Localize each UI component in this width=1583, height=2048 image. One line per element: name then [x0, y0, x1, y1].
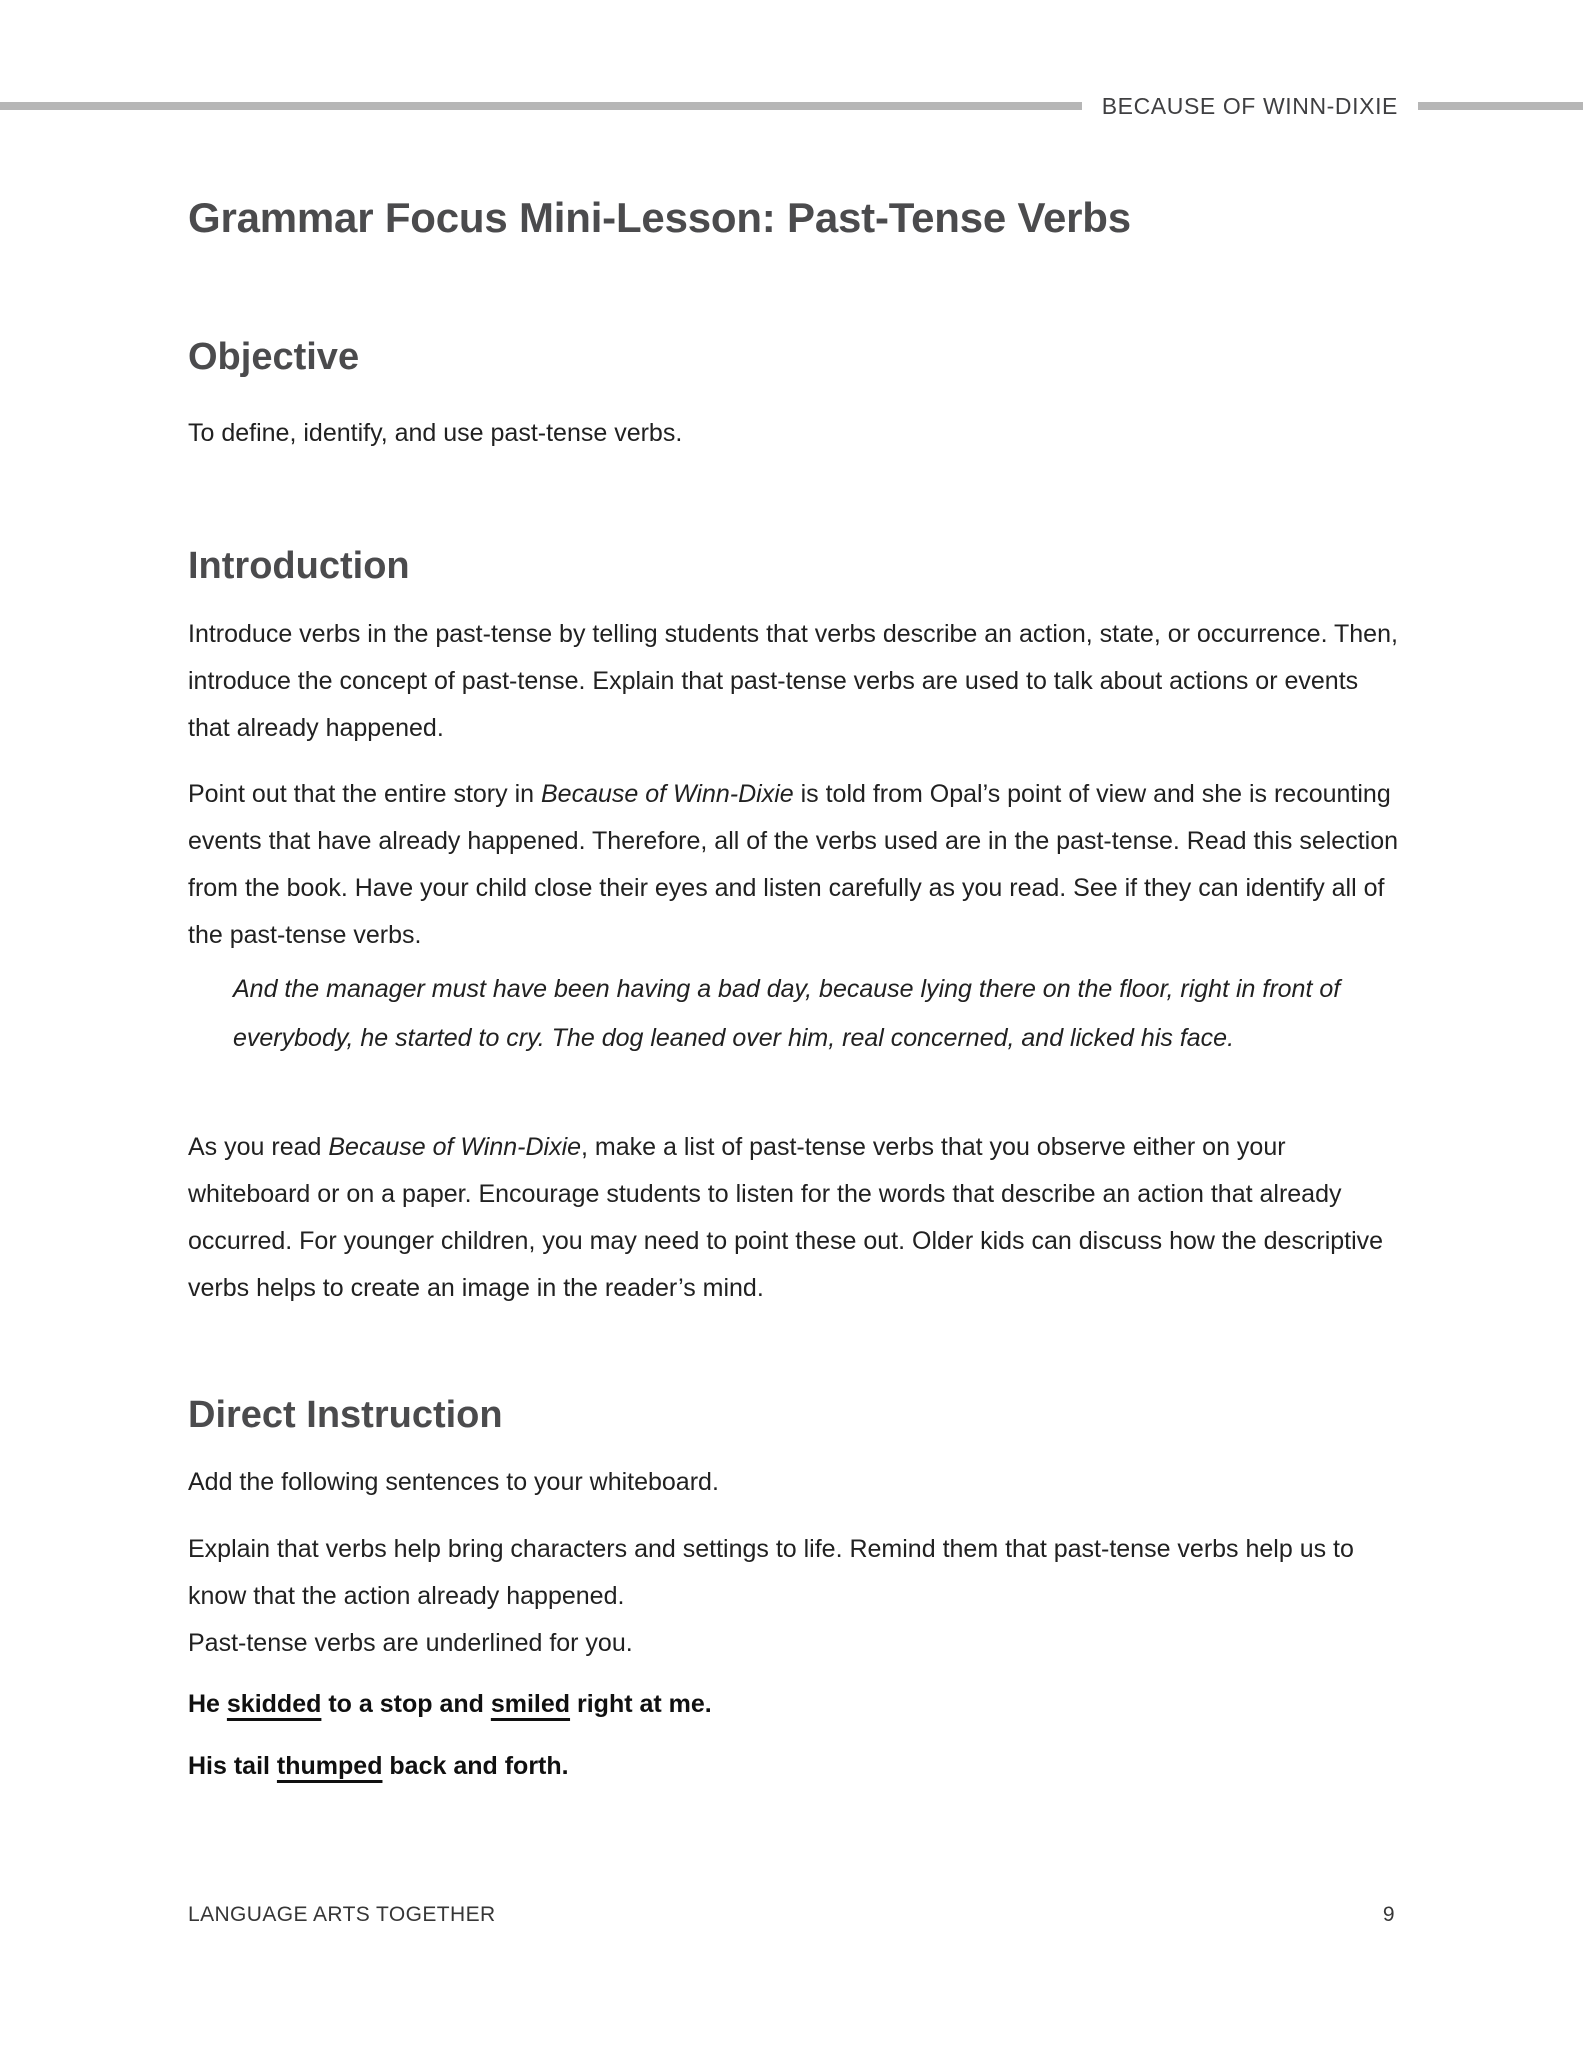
header-rule-left: [0, 102, 1082, 110]
introduction-paragraph-1: Introduce verbs in the past-tense by telling students that verbs describe an action, state, or occurrence. Then, introduce the concept of past-tense. Explain that past-tense verbs are used to talk about actions or events that already happened.: [188, 620, 1398, 742]
footer-publication: LANGUAGE ARTS TOGETHER: [188, 1903, 496, 1926]
direct-instruction-paragraph-2: Explain that verbs help bring characters and settings to life. Remind them that past-tense verbs help us to know that the action already happened. Past-tense verbs are underlined for you.: [188, 1535, 1354, 1657]
book-excerpt-blockquote: And the manager must have been having a bad day, because lying there on the floor, right in front of everybody, he started to cry. The dog leaned over him, real concerned, and licked his face.: [233, 975, 1341, 1052]
header-rule-right: [1418, 102, 1583, 110]
running-head: BECAUSE OF WINN-DIXIE: [1101, 92, 1398, 119]
page-title: Grammar Focus Mini-Lesson: Past-Tense Verbs: [188, 194, 1131, 241]
introduction-paragraph-2: Point out that the entire story in Because of Winn-Dixie is told from Opal’s point of view and she is recounting events that have already happened. Therefore, all of the verbs used are in the past-tense. Read this selection from the book. Have your child close their eyes and listen carefully as you read. See if they can identify all of the past-tense verbs.: [188, 780, 1399, 949]
direct-instruction-heading: Direct Instruction: [188, 1394, 503, 1436]
introduction-heading: Introduction: [188, 545, 410, 587]
page-number: 9: [1382, 1903, 1395, 1926]
page-footer: [188, 1903, 1395, 1927]
page-header: [0, 92, 1583, 120]
example-sentence-2: His tail thumped back and forth.: [188, 1752, 569, 1780]
direct-instruction-paragraph-1: Add the following sentences to your whiteboard.: [188, 1468, 719, 1496]
objective-heading: Objective: [188, 336, 360, 378]
introduction-paragraph-3: As you read Because of Winn-Dixie, make a list of past-tense verbs that you observe either on your whiteboard or on a paper. Encourage students to listen for the words that describe an action that already occurred. For younger children, you may need to point these out. Older kids can discuss how the descriptive verbs helps to create an image in the reader’s mind.: [188, 1133, 1384, 1302]
example-sentence-1: He skidded to a stop and smiled right at me.: [188, 1690, 712, 1718]
objective-body: To define, identify, and use past-tense verbs.: [188, 419, 683, 447]
